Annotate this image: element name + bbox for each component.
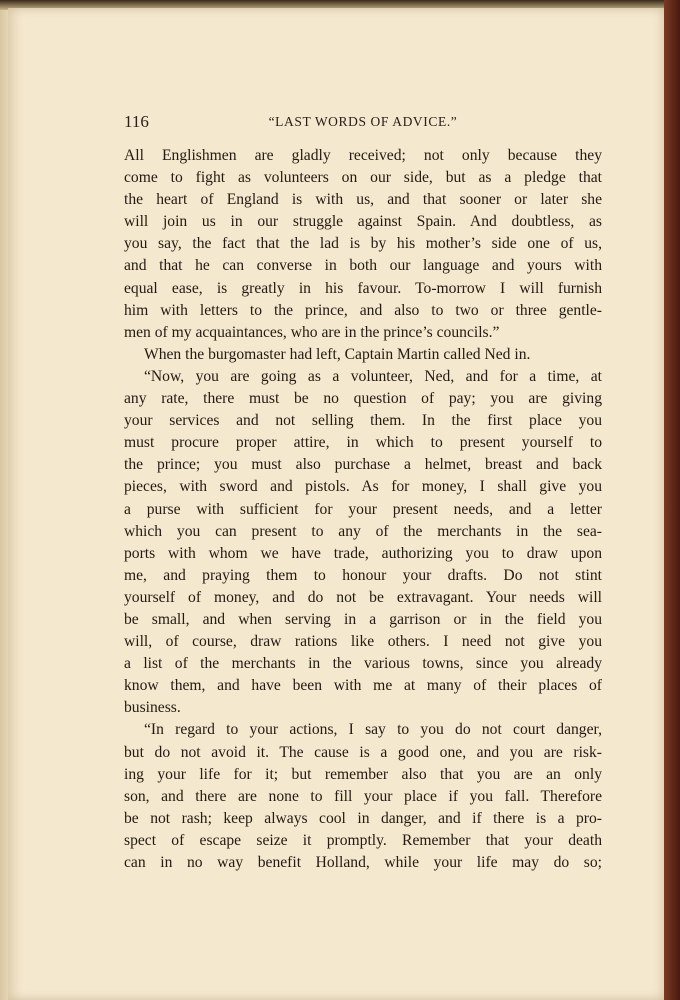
text-line: the heart of England is with us, and that sooner or later she [124,191,602,209]
text-line: which you can present to any of the merchants in the sea- [124,522,602,540]
text-line: ing your life for it; but remember also that you are an only [124,765,602,783]
text-line: can in no way benefit Holland, while your life may do so; [124,854,602,871]
text-line: When the burgomaster had left, Captain Martin called Ned in. [144,345,531,363]
text-line: any rate, there must be no question of pay; you are giving [124,390,602,408]
text-line: me, and praying them to honour your drafts. Do not stint [124,566,602,584]
text-line: ports with whom we have trade, authorizing you to draw upon [124,544,602,562]
text-line: All Englishmen are gladly received; not only because they [124,147,602,164]
text-line: the prince; you must also purchase a helmet, breast and back [124,456,602,474]
text-line: come to fight as volunteers on our side, but as a pledge that [124,169,602,187]
body-text [124,145,602,874]
text-line: “In regard to your actions, I say to you do not court danger, [144,721,602,739]
text-line: spect of escape seize it promptly. Remember that your death [124,831,602,849]
running-head [124,112,602,136]
text-line: and that he can converse in both our language and yours with [124,257,602,275]
text-line: a list of the merchants in the various towns, since you already [124,655,602,673]
text-line: business. [124,699,181,717]
text-line: be not rash; keep always cool in danger, and if there is a pro- [124,809,602,827]
text-line: know them, and have been with me at many of their places of [124,677,602,695]
text-line: yourself of money, and do not be extravagant. Your needs will [124,588,602,606]
text-line: will join us in our struggle against Spain. And doubtless, as [124,213,602,231]
text-line: a purse with sufficient for your present needs, and a letter [124,500,602,518]
text-line: be small, and when serving in a garrison or in the field you [124,610,602,628]
text-line: him with letters to the prince, and also to two or three gentle- [124,301,602,319]
text-line: “Now, you are going as a volunteer, Ned, and for a time, at [144,367,602,385]
running-head-title: “LAST WORDS OF ADVICE.” [268,114,458,129]
page-number: 116 [124,112,149,131]
text-line: equal ease, is greatly in his favour. To-morrow I will furnish [124,279,602,297]
text-line: but do not avoid it. The cause is a good one, and you are risk- [124,743,602,761]
text-line: pieces, with sword and pistols. As for money, I shall give you [124,478,602,496]
text-line: you say, the fact that the lad is by his mother’s side one of us, [124,235,602,253]
text-line: your services and not selling them. In the first place you [124,412,602,430]
text-line: son, and there are none to fill your place if you fall. Therefore [124,787,602,805]
book-cover-edge [664,0,680,1000]
text-line: men of my acquaintances, who are in the prince’s councils.” [124,323,500,341]
text-line: must procure proper attire, in which to present yourself to [124,434,602,452]
text-line: will, of course, draw rations like others. I need not give you [124,633,602,651]
